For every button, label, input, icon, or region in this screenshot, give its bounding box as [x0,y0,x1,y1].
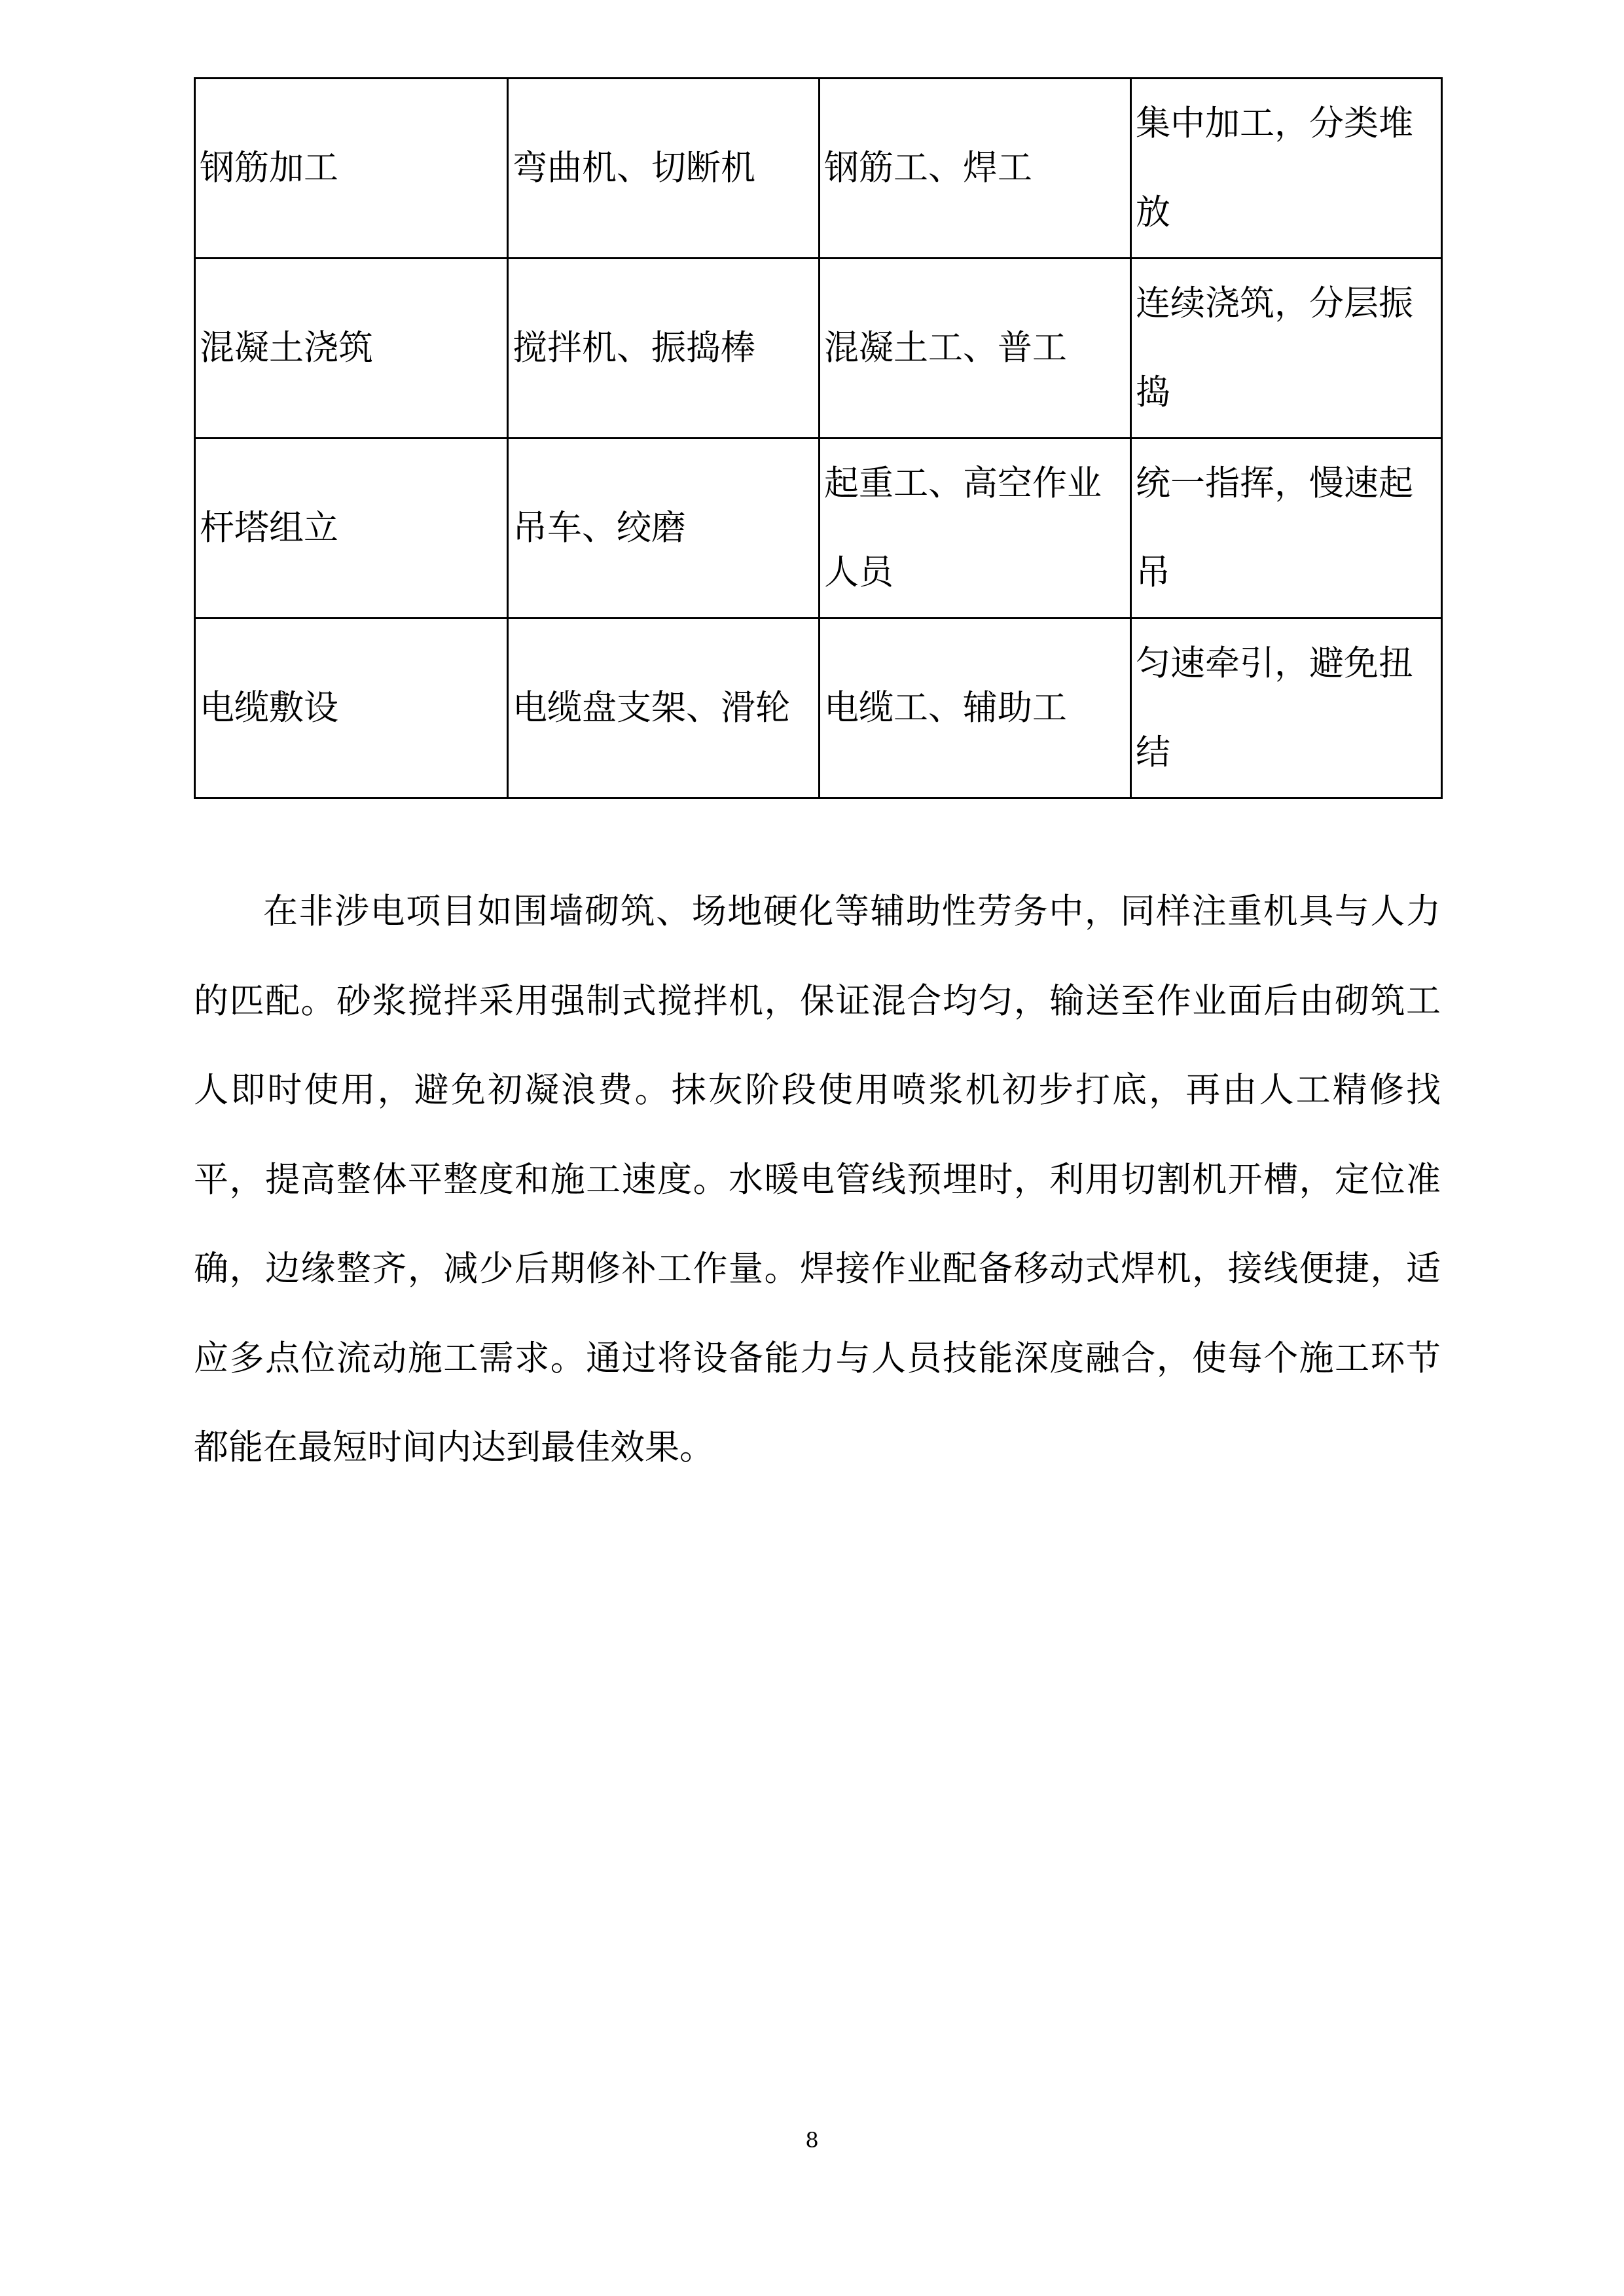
table-row [195,439,1442,619]
table-cell-process: 电缆敷设 [195,619,508,798]
table-cell-equipment: 电缆盘支架、滑轮 [508,619,820,798]
table-cell-equipment: 吊车、绞磨 [508,439,820,619]
table-cell-process: 钢筋加工 [195,79,508,259]
table-row [195,619,1442,798]
body-paragraph: 在非涉电项目如围墙砌筑、场地硬化等辅助性劳务中，同样注重机具与人力的匹配。砂浆搅拌采用强制式搅拌机，保证混合均匀，输送至作业面后由砌筑工人即时使用，避免初凝浪费。抹灰阶段使用喷浆机初步打底，再由人工精修找平，提高整体平整度和施工速度。水暖电管线预埋时，利用切割机开槽，定位准确，边缘整齐，减少后期修补工作量。焊接作业配备移动式焊机，接线便捷，适应多点位流动施工需求。通过将设备能力与人员技能深度融合，使每个施工环节都能在最短时间内达到最佳效果。 [194,891,1441,1467]
table-row [195,259,1442,439]
table-cell-method: 集中加工，分类堆放 [1131,79,1442,259]
table-cell-workers: 起重工、高空作业人员 [820,439,1131,619]
table-cell-workers: 混凝土工、普工 [820,259,1131,439]
table-row [195,79,1442,259]
table-cell-method: 匀速牵引，避免扭结 [1131,619,1442,798]
equipment-labor-table [194,77,1443,799]
table-cell-equipment: 弯曲机、切断机 [508,79,820,259]
table-cell-process: 混凝土浇筑 [195,259,508,439]
table-cell-workers: 电缆工、辅助工 [820,619,1131,798]
table-cell-method: 统一指挥，慢速起吊 [1131,439,1442,619]
page-number: 8 [805,2128,819,2153]
table-cell-workers: 钢筋工、焊工 [820,79,1131,259]
table-cell-equipment: 搅拌机、振捣棒 [508,259,820,439]
table-cell-process: 杆塔组立 [195,439,508,619]
table-cell-method: 连续浇筑，分层振捣 [1131,259,1442,439]
